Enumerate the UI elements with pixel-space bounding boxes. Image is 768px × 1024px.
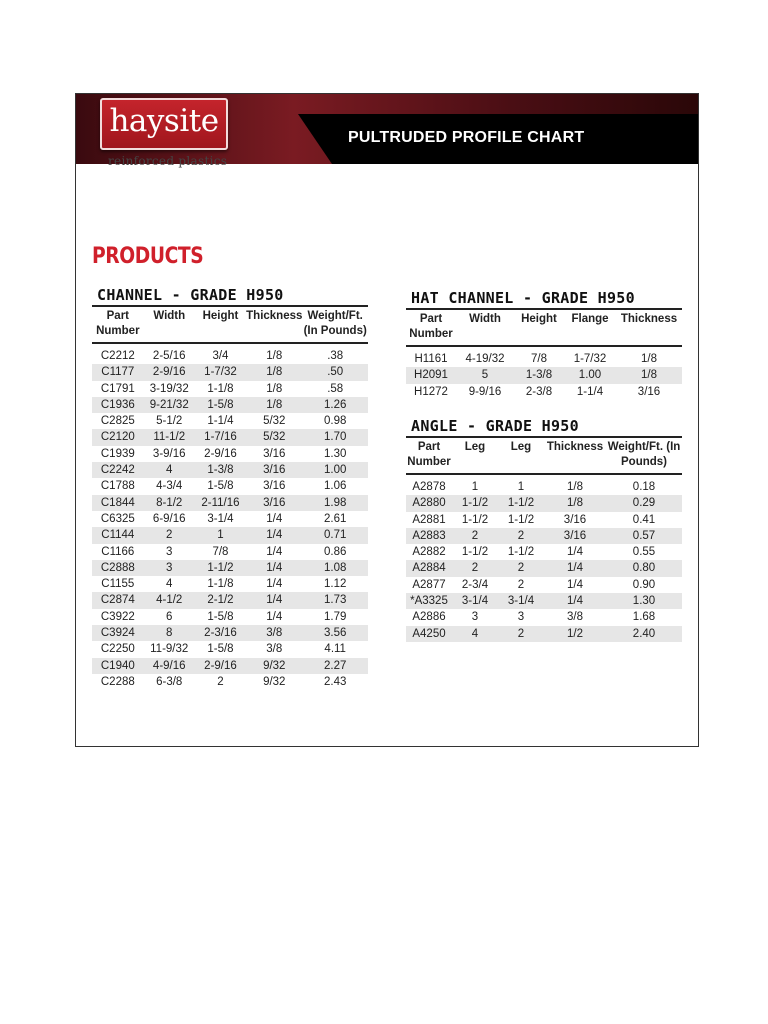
- table-cell: 2-3/4: [461, 578, 489, 591]
- table-cell: 3.56: [302, 625, 368, 641]
- haysite-logo: [100, 98, 228, 150]
- table-cell: A2886: [412, 611, 446, 624]
- table-cell: A2883: [406, 528, 452, 544]
- table-cell: 1-1/2: [507, 546, 535, 559]
- table-cell: 2: [452, 528, 498, 544]
- table-cell: 4-9/16: [144, 658, 195, 674]
- table-cell: C1940: [92, 658, 144, 674]
- table-cell: 1/8: [246, 364, 302, 380]
- table-cell: 1-7/16: [195, 429, 246, 445]
- table-row: [92, 364, 368, 380]
- table-cell: 0.55: [632, 546, 656, 559]
- channel-section: [92, 285, 368, 690]
- hat-channel-section: [406, 288, 682, 400]
- table-cell: 1/4: [266, 610, 283, 623]
- table-cell: 1-1/8: [207, 578, 234, 591]
- table-cell: 3-9/16: [152, 447, 186, 460]
- table-cell: 4-1/2: [144, 592, 195, 608]
- table-cell: 1-1/2: [507, 513, 535, 526]
- table-cell: 2: [452, 560, 498, 576]
- hat-channel-table: [406, 308, 682, 400]
- angle-column-header: Leg: [498, 437, 544, 474]
- table-cell: C2825: [100, 415, 135, 428]
- table-cell: 2-9/16: [144, 364, 195, 380]
- table-row: [92, 413, 368, 429]
- table-row: [92, 495, 368, 511]
- table-row: [92, 674, 368, 690]
- table-cell: 2: [517, 578, 525, 591]
- table-cell: 4: [144, 462, 195, 478]
- table-row: [92, 658, 368, 674]
- table-cell: 1.12: [324, 578, 347, 591]
- table-cell: 2: [144, 527, 195, 543]
- table-cell: 1-7/32: [573, 353, 607, 365]
- table-cell: A2884: [406, 560, 452, 576]
- channel-title: CHANNEL - GRADE H950: [97, 286, 284, 304]
- table-row: [92, 511, 368, 527]
- table-row: [92, 544, 368, 560]
- table-cell: 1-7/32: [195, 364, 246, 380]
- table-cell: 7/8: [531, 353, 547, 365]
- table-cell: 1.68: [632, 611, 656, 624]
- angle-column-header: Weight/Ft. (In Pounds): [606, 437, 682, 474]
- table-cell: A2877: [412, 578, 446, 591]
- table-cell: 1-3/8: [195, 462, 246, 478]
- table-row: [406, 577, 682, 593]
- table-cell: 1-1/4: [207, 415, 234, 428]
- channel-column-header: Height: [195, 306, 246, 343]
- profile-chart-sheet: [75, 93, 699, 747]
- table-cell: 1: [471, 481, 479, 493]
- table-cell: 2-3/16: [195, 625, 246, 641]
- table-cell: 1.08: [302, 560, 368, 576]
- table-cell: 1/4: [567, 546, 583, 559]
- table-cell: 1.79: [324, 610, 347, 623]
- table-row: [92, 592, 368, 608]
- table-cell: 8-1/2: [144, 495, 195, 511]
- table-cell: C3922: [100, 610, 135, 623]
- table-cell: 2-1/2: [195, 592, 246, 608]
- table-cell: 2-5/16: [152, 350, 186, 362]
- table-cell: 1.70: [302, 429, 368, 445]
- table-row: [406, 346, 682, 367]
- table-cell: 2: [498, 560, 544, 576]
- channel-body: [92, 343, 368, 690]
- hat-channel-title: HAT CHANNEL - GRADE H950: [411, 289, 635, 307]
- table-cell: 1/4: [567, 578, 583, 591]
- table-cell: 8: [144, 625, 195, 641]
- table-cell: H1272: [414, 385, 448, 398]
- angle-table: [406, 436, 682, 642]
- table-cell: C3924: [92, 625, 144, 641]
- angle-column-header: Part Number: [406, 437, 452, 474]
- table-cell: 9-21/32: [144, 397, 195, 413]
- table-cell: 1/8: [616, 367, 682, 383]
- table-cell: 3/16: [246, 462, 302, 478]
- table-cell: 2: [498, 528, 544, 544]
- table-cell: 1/4: [266, 512, 283, 525]
- table-cell: 1.06: [324, 480, 347, 493]
- table-cell: 0.90: [632, 578, 656, 591]
- angle-column-header: Thickness: [544, 437, 606, 474]
- table-row: [92, 397, 368, 413]
- table-cell: 2.43: [324, 675, 347, 688]
- table-cell: 1: [195, 527, 246, 543]
- table-cell: C1177: [92, 364, 144, 380]
- table-cell: 3: [471, 611, 479, 624]
- table-cell: 2-3/8: [525, 385, 553, 398]
- table-cell: A2881: [412, 513, 446, 526]
- table-cell: C2242: [92, 462, 144, 478]
- table-cell: 3/16: [563, 513, 587, 526]
- angle-column-header: Leg: [452, 437, 498, 474]
- table-row: [92, 527, 368, 543]
- table-row: [92, 560, 368, 576]
- table-cell: 1/8: [266, 382, 283, 395]
- table-row: [406, 528, 682, 544]
- table-cell: C2874: [92, 592, 144, 608]
- table-row: [406, 593, 682, 609]
- table-cell: 1-1/4: [576, 385, 604, 398]
- table-row: [92, 381, 368, 397]
- table-cell: C2120: [92, 429, 144, 445]
- table-cell: 1-1/2: [461, 546, 489, 559]
- table-cell: 9/32: [263, 675, 286, 688]
- table-cell: 1-5/8: [195, 397, 246, 413]
- table-cell: 3-1/4: [498, 593, 544, 609]
- table-cell: 6: [166, 610, 173, 623]
- table-cell: 5/32: [263, 415, 286, 428]
- table-cell: 3/8: [246, 625, 302, 641]
- logo-text: haysite: [109, 103, 219, 139]
- table-cell: 1/8: [246, 397, 302, 413]
- table-cell: C1844: [92, 495, 144, 511]
- table-cell: 0.41: [632, 513, 656, 526]
- channel-column-header: Part Number: [92, 306, 144, 343]
- table-row: [92, 462, 368, 478]
- table-cell: C1939: [100, 447, 135, 460]
- table-cell: 2: [217, 675, 224, 688]
- table-cell: 2: [498, 626, 544, 642]
- table-cell: 1-5/8: [207, 480, 234, 493]
- table-cell: C6325: [100, 512, 135, 525]
- table-cell: 2-9/16: [195, 658, 246, 674]
- table-cell: 1.73: [302, 592, 368, 608]
- table-row: [92, 641, 368, 657]
- table-cell: C2288: [100, 675, 135, 688]
- table-cell: 3/16: [263, 447, 286, 460]
- table-cell: 9-9/16: [468, 385, 502, 398]
- table-cell: 5-1/2: [156, 415, 183, 428]
- table-cell: 1.00: [564, 367, 616, 383]
- channel-table: [92, 305, 368, 690]
- table-cell: 4: [166, 578, 173, 591]
- table-row: [406, 384, 682, 400]
- table-row: [406, 609, 682, 625]
- table-cell: 1-5/8: [207, 643, 234, 656]
- table-cell: 1.30: [324, 447, 347, 460]
- table-cell: 0.57: [606, 528, 682, 544]
- table-cell: 3/8: [567, 611, 583, 624]
- table-cell: 7/8: [212, 545, 229, 558]
- table-cell: 3-1/4: [207, 512, 234, 525]
- table-cell: H2091: [406, 367, 456, 383]
- channel-column-header: Weight/Ft. (In Pounds): [302, 306, 368, 343]
- table-cell: 1.26: [302, 397, 368, 413]
- angle-header-row: [406, 437, 682, 474]
- table-cell: 4: [452, 626, 498, 642]
- table-cell: 5: [456, 367, 514, 383]
- table-cell: 3-19/32: [149, 382, 189, 395]
- table-cell: 4-19/32: [465, 353, 505, 365]
- table-cell: .38: [327, 350, 344, 362]
- hat-channel-body: [406, 346, 682, 400]
- table-cell: 2.61: [324, 512, 347, 525]
- table-cell: 0.71: [302, 527, 368, 543]
- table-cell: 3/16: [637, 385, 661, 398]
- table-cell: 0.86: [324, 545, 347, 558]
- hat-channel-header-row: [406, 309, 682, 346]
- table-row: [92, 625, 368, 641]
- table-cell: 2.27: [302, 658, 368, 674]
- table-cell: 1/4: [246, 560, 302, 576]
- table-cell: A4250: [406, 626, 452, 642]
- table-cell: C1936: [92, 397, 144, 413]
- table-cell: 1/8: [266, 350, 283, 362]
- table-cell: 3: [517, 611, 525, 624]
- table-cell: .58: [327, 382, 344, 395]
- table-cell: C2212: [100, 350, 135, 362]
- table-cell: C1166: [101, 545, 135, 558]
- table-cell: 11-9/32: [150, 643, 189, 656]
- table-cell: 1.98: [302, 495, 368, 511]
- channel-column-header: Width: [144, 306, 195, 343]
- table-row: [406, 474, 682, 495]
- table-cell: 1-1/8: [207, 382, 234, 395]
- table-row: [92, 478, 368, 494]
- table-cell: 4.11: [324, 643, 346, 656]
- table-row: [92, 446, 368, 462]
- logo-tagline: reinforced plastics: [108, 154, 228, 168]
- angle-body: [406, 474, 682, 642]
- table-cell: C1791: [100, 382, 135, 395]
- table-row: [406, 495, 682, 511]
- table-row: [406, 560, 682, 576]
- table-row: [406, 626, 682, 642]
- table-row: [92, 343, 368, 364]
- table-cell: C2888: [92, 560, 144, 576]
- hat-channel-column-header: Thickness: [616, 309, 682, 346]
- table-cell: 3/4: [212, 350, 229, 362]
- table-cell: 1-3/8: [514, 367, 564, 383]
- table-cell: 1-1/2: [461, 513, 489, 526]
- table-cell: 1-1/2: [452, 495, 498, 511]
- table-cell: 3/8: [266, 643, 283, 656]
- hat-channel-column-header: Flange: [564, 309, 616, 346]
- angle-title: ANGLE - GRADE H950: [411, 417, 579, 435]
- table-row: [406, 544, 682, 560]
- table-cell: 1.00: [302, 462, 368, 478]
- table-cell: 3: [166, 545, 173, 558]
- table-cell: C1788: [100, 480, 135, 493]
- table-cell: 1/4: [266, 578, 283, 591]
- table-cell: 1/8: [641, 353, 657, 365]
- table-cell: 1/4: [266, 545, 283, 558]
- table-cell: 3-1/4: [452, 593, 498, 609]
- table-row: [92, 609, 368, 625]
- table-row: [406, 367, 682, 383]
- table-cell: A2882: [412, 546, 446, 559]
- table-cell: 1/8: [567, 481, 583, 493]
- table-cell: 1-1/2: [195, 560, 246, 576]
- table-cell: .50: [302, 364, 368, 380]
- table-cell: 1.30: [606, 593, 682, 609]
- table-cell: 3/16: [544, 528, 606, 544]
- table-cell: 1/4: [544, 593, 606, 609]
- table-cell: 1: [517, 481, 525, 493]
- table-cell: 2-9/16: [204, 447, 237, 460]
- table-row: [406, 512, 682, 528]
- table-cell: C1144: [92, 527, 144, 543]
- table-cell: C1155: [101, 578, 135, 591]
- table-cell: 0.29: [606, 495, 682, 511]
- hat-channel-column-header: Height: [514, 309, 564, 346]
- table-cell: 6-3/8: [156, 675, 183, 688]
- table-cell: 1/4: [246, 527, 302, 543]
- channel-header-row: [92, 306, 368, 343]
- table-cell: 4-3/4: [156, 480, 183, 493]
- hat-channel-column-header: Part Number: [406, 309, 456, 346]
- table-cell: 1/2: [544, 626, 606, 642]
- table-cell: 2.40: [606, 626, 682, 642]
- table-cell: 11-1/2: [144, 429, 195, 445]
- table-cell: 1/4: [246, 592, 302, 608]
- table-cell: 0.98: [324, 415, 347, 428]
- table-cell: C2250: [100, 643, 135, 656]
- table-cell: 3/16: [246, 495, 302, 511]
- products-heading: PRODUCTS: [92, 244, 204, 269]
- table-cell: *A3325: [406, 593, 452, 609]
- table-cell: 1-1/2: [498, 495, 544, 511]
- table-cell: 3/16: [263, 480, 286, 493]
- table-cell: 5/32: [246, 429, 302, 445]
- table-cell: A2880: [406, 495, 452, 511]
- table-cell: 6-9/16: [152, 512, 186, 525]
- table-cell: 0.80: [606, 560, 682, 576]
- table-cell: 1/4: [544, 560, 606, 576]
- table-cell: 1/8: [544, 495, 606, 511]
- page-title: PULTRUDED PROFILE CHART: [348, 129, 585, 146]
- table-cell: H1161: [414, 353, 448, 365]
- table-row: [92, 576, 368, 592]
- table-cell: 9/32: [246, 658, 302, 674]
- table-cell: 1-5/8: [207, 610, 234, 623]
- table-cell: A2878: [412, 481, 446, 493]
- hat-channel-column-header: Width: [456, 309, 514, 346]
- table-cell: 0.18: [632, 481, 656, 493]
- channel-column-header: Thickness: [246, 306, 302, 343]
- table-cell: 3: [144, 560, 195, 576]
- angle-section: [406, 416, 682, 642]
- table-cell: 2-11/16: [195, 495, 246, 511]
- table-row: [92, 429, 368, 445]
